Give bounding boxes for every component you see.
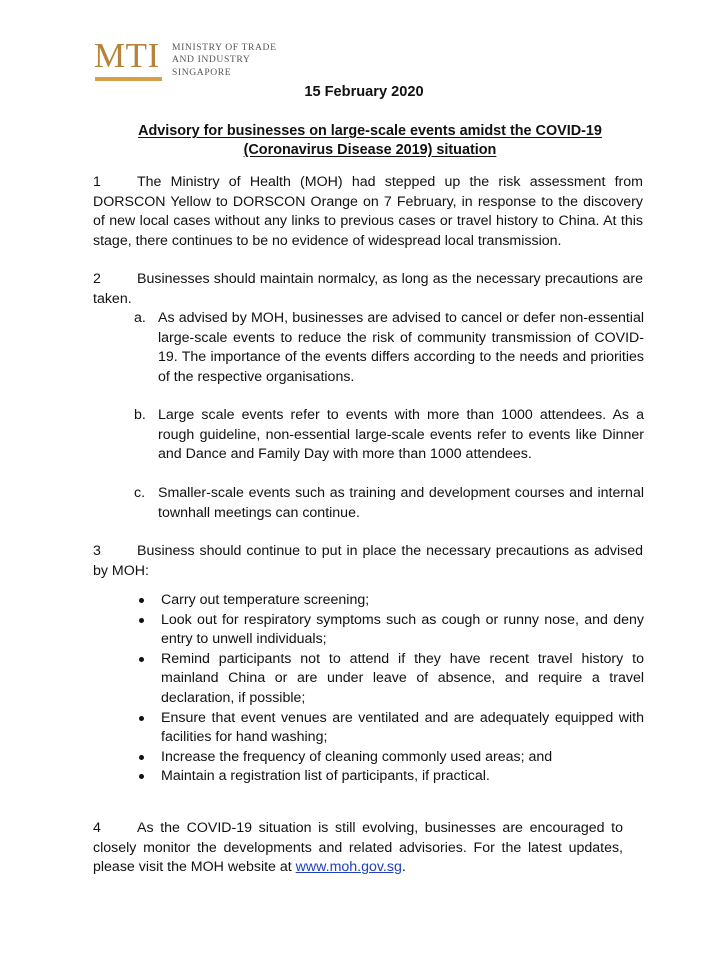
logo-text [172,42,277,79]
paragraph-text: The Ministry of Health (MOH) had stepped up the risk assessment from DORSCON Yellow to DORSCON Orange on 7 February, in response to the discovery of new local cases without any links to previous cases or travel history to China. At this stage, there continues to be no evidence of widespread local transmission. [93,174,643,249]
paragraph-number: 1 [93,174,101,190]
list-item: Look out for respiratory symptoms such as cough or runny nose, and deny entry to unwell individuals; [136,611,644,650]
title-line-1: Advisory for businesses on large-scale events amidst the COVID-19 [138,123,602,139]
list-item: Carry out temperature screening; [136,591,644,611]
paragraph-2 [93,270,643,309]
list-item: Ensure that event venues are ventilated and are adequately equipped with facilities for hand washing; [136,709,644,748]
list-item: Remind participants not to attend if they have recent travel history to mainland China or are under leave of absence, and require a travel declaration, if possible; [136,650,644,709]
paragraph-3 [93,542,643,581]
logo-line-2: AND INDUSTRY [172,54,251,66]
paragraph-4 [93,819,623,878]
document-date: 15 February 2020 [304,84,424,100]
paragraph-1 [93,173,643,251]
paragraph-number: 3 [93,543,101,559]
paragraph-text: As the COVID-19 situation is still evolving, businesses are encouraged to closely monitor the developments and related advisories. For the latest updates, please visit the MOH website at [93,820,623,876]
logo-mark: MTI [94,36,160,75]
sub-item-text: As advised by MOH, businesses are advised to cancel or defer non-essential large-scale events to reduce the risk of community transmission of COVID-19. The importance of the events differs according to the needs and priorities of the respective organisations. [158,310,644,385]
sub-item-c [134,484,644,523]
document-title [120,122,620,160]
paragraph-number: 4 [93,820,101,836]
list-item: Increase the frequency of cleaning commonly used areas; and [136,748,644,768]
sub-item-letter: b. [134,407,146,423]
sub-item-b [134,406,644,465]
mti-logo [94,38,334,86]
logo-underline [95,77,162,81]
logo-line-1: MINISTRY OF TRADE [172,42,277,53]
sub-item-text: Smaller-scale events such as training and development courses and internal townhall meetings can continue. [158,485,644,521]
paragraph-text: Business should continue to put in place the necessary precautions as advised by MOH: [93,543,643,579]
paragraph-end: . [401,859,406,876]
sub-item-text: Large scale events refer to events with more than 1000 attendees. As a rough guideline, non-essential large-scale events refer to events like Dinner and Dance and Family Day with more than 1000 attendees. [158,407,644,463]
sub-item-a [134,309,644,387]
sub-item-letter: a. [134,310,146,326]
logo-line-3: SINGAPORE [172,66,232,78]
title-line-2: (Coronavirus Disease 2019) situation [243,142,497,158]
paragraph-number: 2 [93,271,101,287]
precautions-list [136,591,644,787]
paragraph-text: Businesses should maintain normalcy, as long as the necessary precautions are taken. [93,271,643,307]
list-item: Maintain a registration list of participants, if practical. [136,767,644,787]
sub-item-letter: c. [134,485,146,501]
moh-website-link[interactable]: www.moh.gov.sg [295,859,402,876]
